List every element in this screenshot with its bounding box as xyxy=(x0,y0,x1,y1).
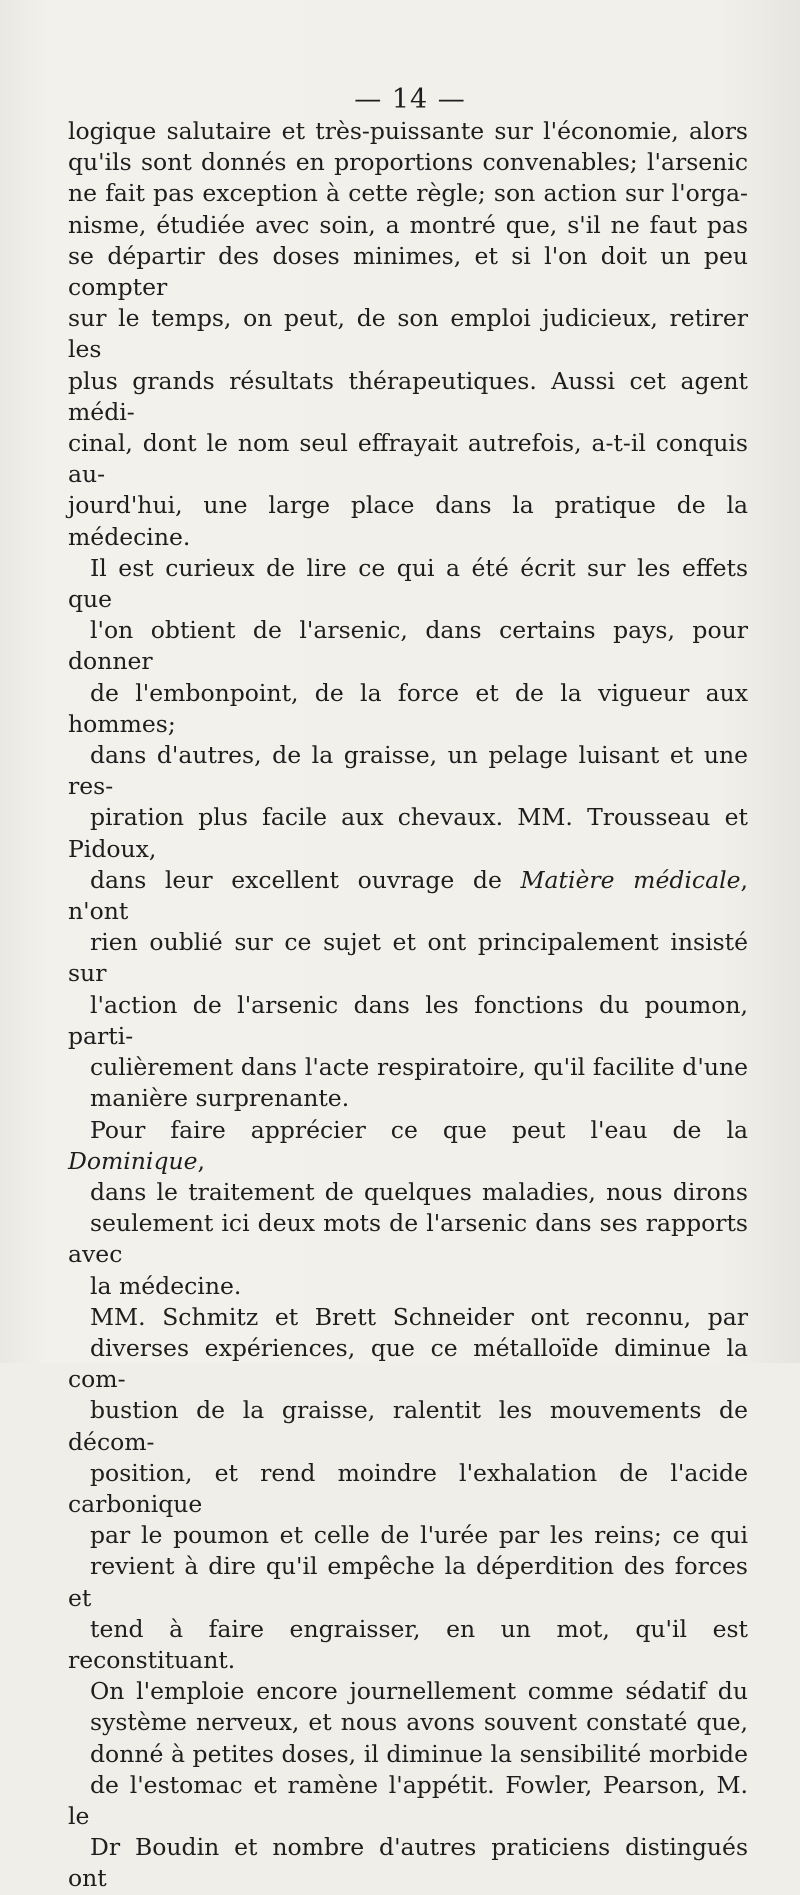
paragraph-3 xyxy=(68,1115,748,1302)
text-line: l'on obtient de l'arsenic, dans certains pays, pour donner xyxy=(68,616,748,676)
text-line: de l'estomac et ramène l'appétit. Fowler, Pearson, M. le xyxy=(68,1770,748,1830)
text-line: position, et rend moindre l'exhalation de l'acide carbonique xyxy=(68,1458,748,1518)
text-line: système nerveux, et nous avons souvent constaté que, xyxy=(90,1708,748,1737)
text-line: Il est curieux de lire ce qui a été écrit sur les effets que xyxy=(68,553,748,614)
text-line: par le poumon et celle de l'urée par les reins; ce qui xyxy=(90,1521,748,1550)
paragraph-1 xyxy=(68,116,748,553)
text-line: revient à dire qu'il empêche la déperdition des forces et xyxy=(68,1552,748,1612)
text-line: manière surprenante. xyxy=(90,1084,350,1113)
body-text xyxy=(68,116,748,1895)
text-line: tend à faire engraisser, en un mot, qu'il est reconstituant. xyxy=(68,1614,748,1674)
text-line: bustion de la graisse, ralentit les mouvements de décom- xyxy=(68,1396,748,1456)
text-line: plus grands résultats thérapeutiques. Aussi cet agent médi- xyxy=(68,366,748,426)
text-line: se départir des doses minimes, et si l'on doit un peu compter xyxy=(68,241,748,302)
text-line: cinal, dont le nom seul effrayait autrefois, a-t-il conquis au- xyxy=(68,429,748,489)
text-line: l'action de l'arsenic dans les fonctions du poumon, parti- xyxy=(68,990,748,1050)
text-line: diverses expériences, que ce métalloïde diminue la com- xyxy=(68,1333,748,1394)
text-line: culièrement dans l'acte respiratoire, qu'il facilite d'une xyxy=(90,1053,748,1082)
paragraph-5 xyxy=(68,1676,748,1894)
paragraph-4 xyxy=(68,1302,748,1676)
text-line: dans le traitement de quelques maladies, nous dirons xyxy=(90,1177,748,1206)
text-line: On l'emploie encore journellement comme sédatif du xyxy=(90,1677,748,1706)
page-number: — 14 — xyxy=(354,84,466,115)
text-line: Dr Boudin et nombre d'autres praticiens distingués ont xyxy=(68,1833,748,1893)
text-line: dans leur excellent ouvrage de Matière médicale, n'ont xyxy=(68,865,748,926)
text-line: jourd'hui, une large place dans la pratique de la médecine. xyxy=(68,491,748,551)
text-line: logique salutaire et très-puissante sur l'économie, alors xyxy=(68,117,748,145)
text-line: rien oublié sur ce sujet et ont principalement insisté sur xyxy=(68,928,748,988)
text-line: de l'embonpoint, de la force et de la vigueur aux hommes; xyxy=(68,678,748,738)
text-line: qu'ils sont donnés en proportions convenables; l'arsenic xyxy=(68,148,748,177)
text-line: nisme, étudiée avec soin, a montré que, s'il ne faut pas xyxy=(68,210,748,239)
paragraph-2 xyxy=(68,553,748,1115)
text-line: piration plus facile aux chevaux. MM. Trousseau et Pidoux, xyxy=(68,803,748,863)
text-line: MM. Schmitz et Brett Schneider ont reconnu, par xyxy=(90,1302,748,1331)
text-line: la médecine. xyxy=(90,1271,242,1300)
text-line: Pour faire apprécier ce que peut l'eau de la Dominique, xyxy=(68,1115,748,1175)
text-line: seulement ici deux mots de l'arsenic dans ses rapports avec xyxy=(68,1209,748,1269)
text-line: ne fait pas exception à cette règle; son action sur l'orga- xyxy=(68,179,748,208)
text-line: sur le temps, on peut, de son emploi judicieux, retirer les xyxy=(68,304,748,364)
text-line: donné à petites doses, il diminue la sensibilité morbide xyxy=(90,1739,748,1768)
text-line: dans d'autres, de la graisse, un pelage luisant et une res- xyxy=(68,741,748,801)
